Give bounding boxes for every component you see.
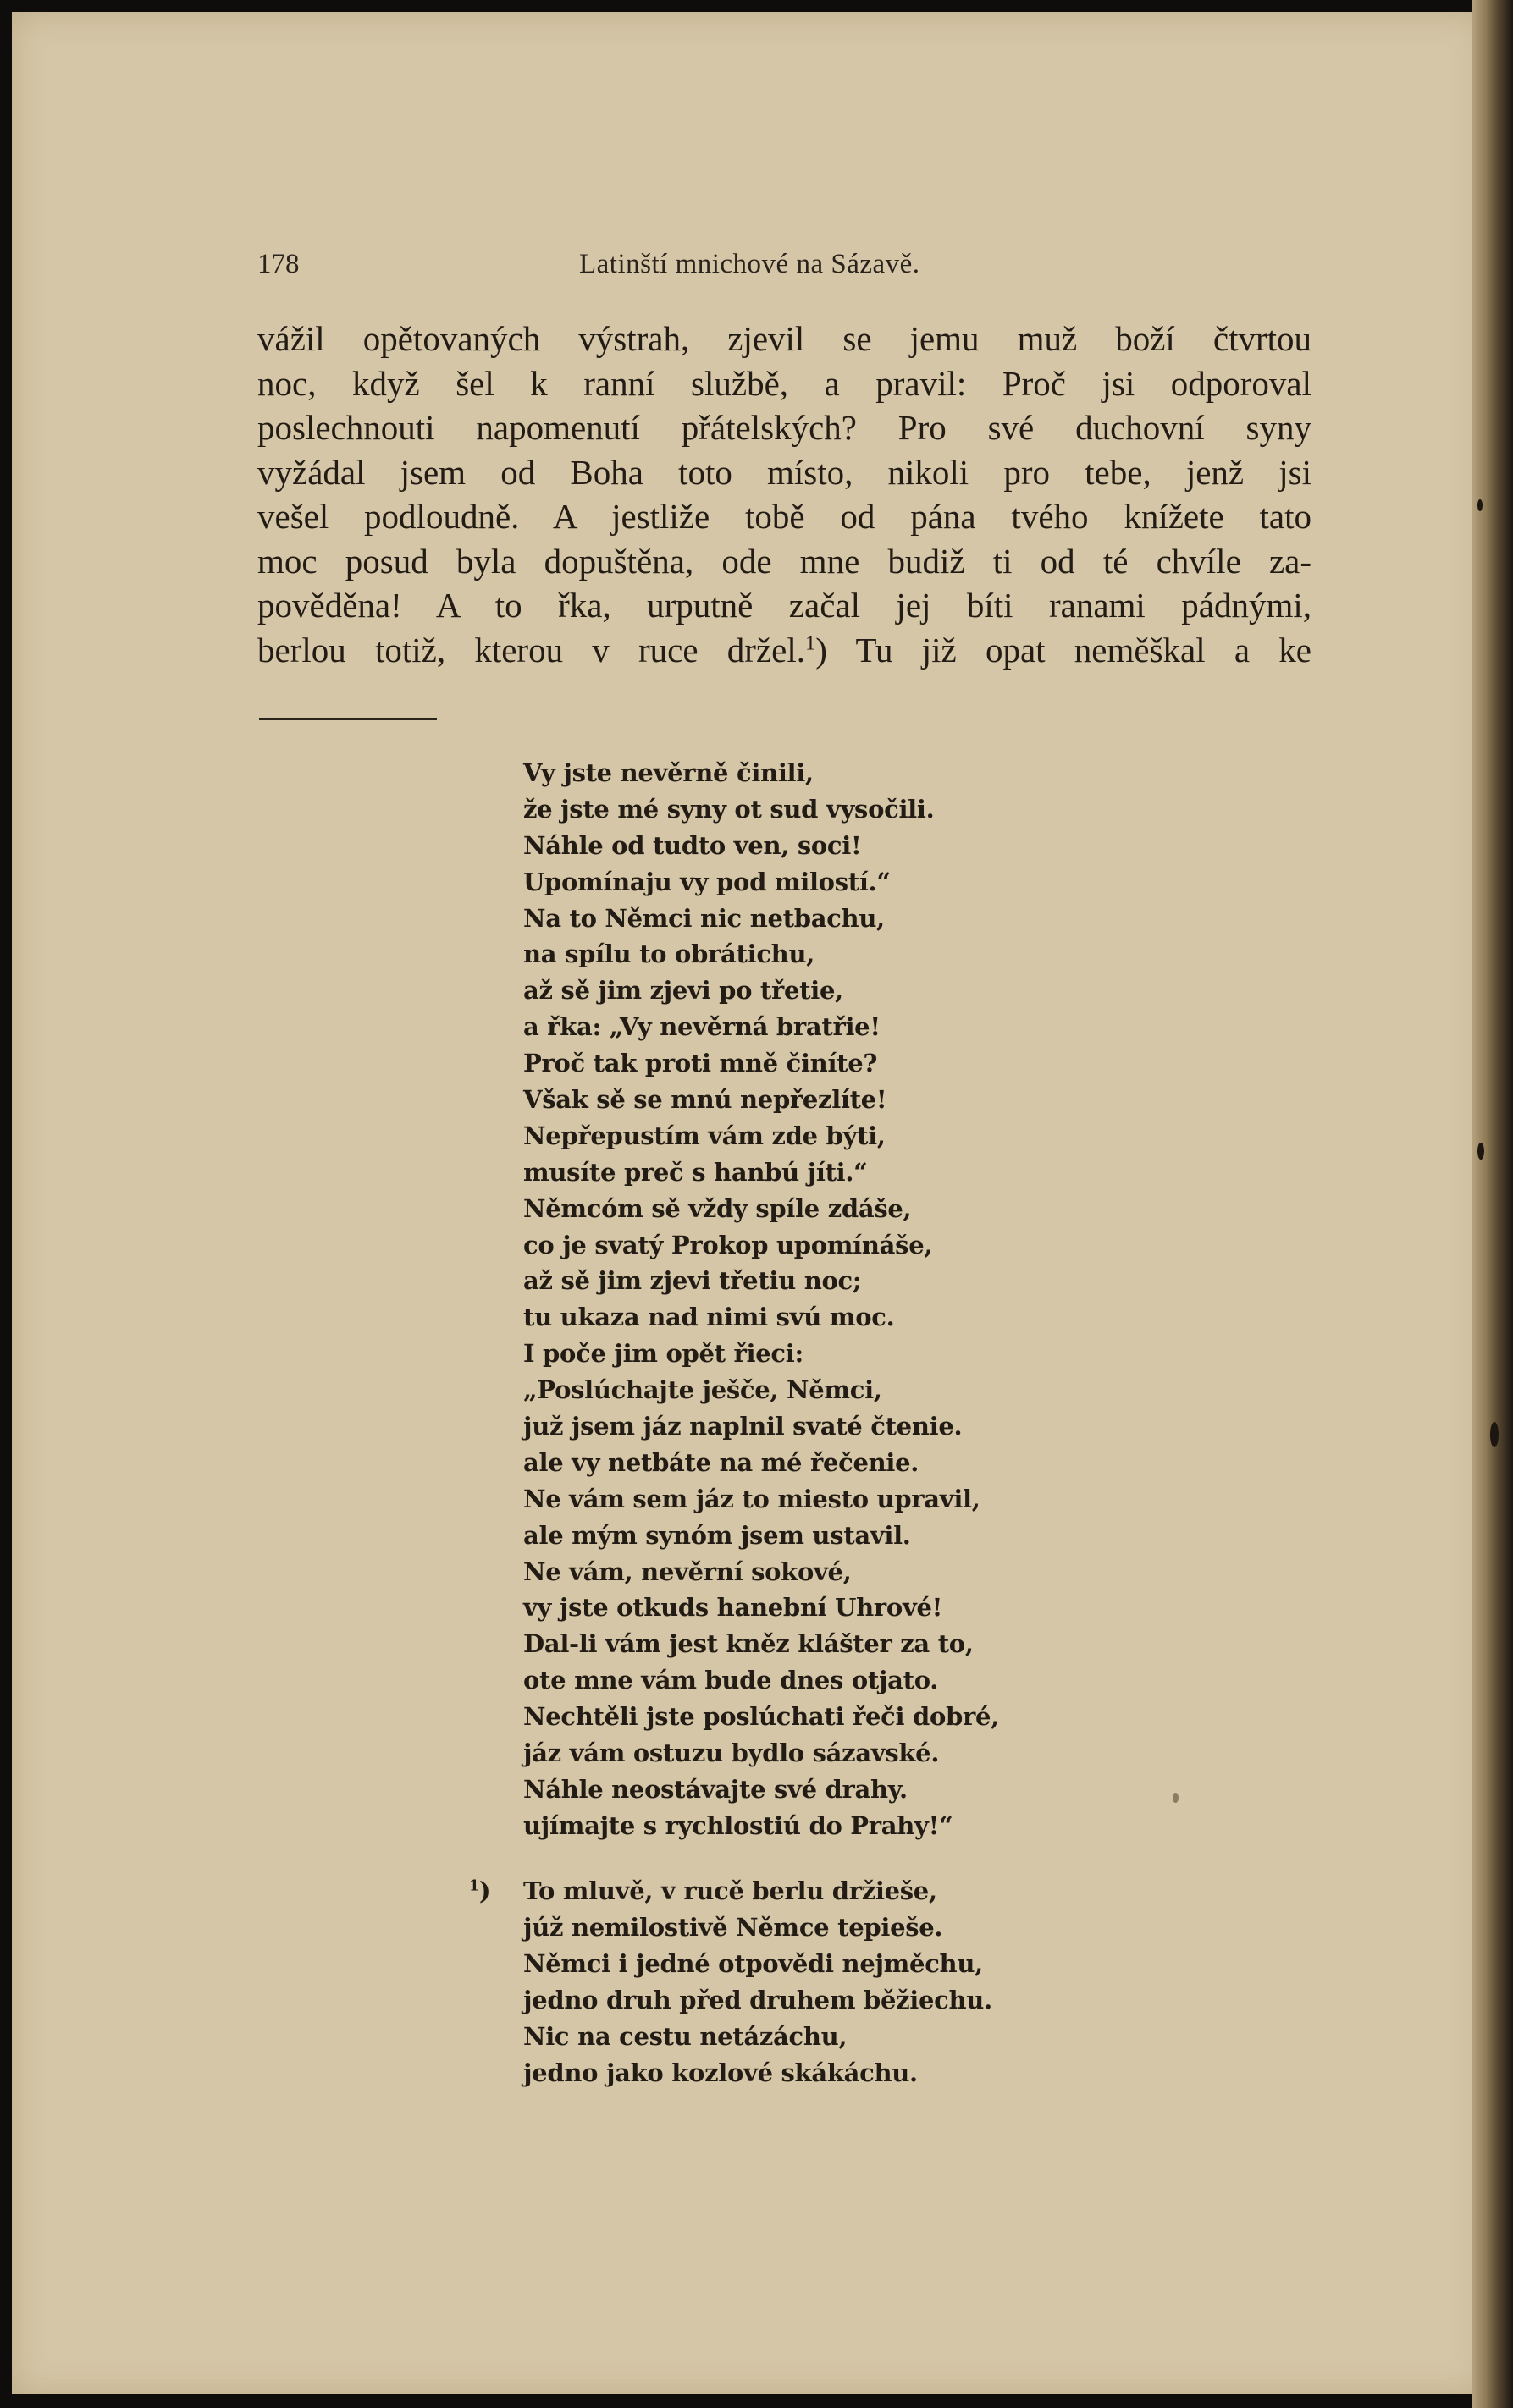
- verse-line: musíte preč s hanbú jíti.“: [523, 1157, 868, 1187]
- verse-line: Nechtěli jste poslúchati řeči dobré,: [523, 1702, 999, 1732]
- verse-line: až sě jim zjevi třetiu noc;: [523, 1266, 862, 1296]
- verse-line: Ne vám, nevěrní sokové,: [523, 1557, 852, 1586]
- body-line: vážil opětovaných výstrah, zjevil se jemu muž boží čtvrtou: [257, 319, 1311, 358]
- running-title: Latinští mnichové na Sázavě.: [579, 249, 920, 279]
- verse-line: Však sě se mnú nepřezlíte!: [523, 1085, 887, 1115]
- verse-line: až sě jim zjevi po třetie,: [523, 976, 843, 1006]
- footnote-reference: 1: [805, 631, 816, 654]
- footnote-verse-line: Nic na cestu netázáchu,: [523, 2022, 848, 2051]
- footnote-marker-number: 1: [469, 1877, 479, 1895]
- body-last-text: berlou totiž, kterou v ruce držel.: [257, 630, 805, 670]
- verse-line: Vy jste nevěrně činili,: [523, 758, 814, 787]
- page-edge-shadow: [1472, 0, 1513, 2408]
- body-paragraph: [257, 317, 1311, 672]
- quoted-verse: [523, 755, 999, 1844]
- body-line-last: [257, 628, 1311, 673]
- footnote-verse-line: jedno jako kozlové skákáchu.: [523, 2058, 918, 2087]
- speck-mark: [1477, 1143, 1484, 1160]
- verse-line: vy jste otkuds hanební Uhrové!: [523, 1593, 943, 1623]
- body-last-text-after: ) Tu již opat neměškal a ke: [815, 630, 1311, 670]
- verse-line: Na to Němci nic netbachu,: [523, 903, 885, 933]
- verse-line: co je svatý Prokop upomínáše,: [523, 1230, 933, 1259]
- footnote-verse-line: Němci i jedné otpovědi nejměchu,: [523, 1949, 983, 1978]
- verse-line: ujímajte s rychlostiú do Prahy!“: [523, 1810, 953, 1840]
- verse-line: ale vy netbáte na mé řečenie.: [523, 1447, 919, 1477]
- verse-line: „Poslúchajte ješče, Němci,: [523, 1375, 882, 1405]
- verse-line: na spílu to obrátichu,: [523, 940, 815, 969]
- speck-mark: [1173, 1793, 1179, 1803]
- body-line: vyžádal jsem od Boha toto místo, nikoli pro tebe, jenž jsi: [257, 452, 1311, 492]
- book-page: [12, 12, 1485, 2394]
- body-line: noc, když šel k ranní službě, a pravil: Proč jsi odporoval: [257, 363, 1311, 403]
- verse-line: Náhle neostávajte své drahy.: [523, 1774, 908, 1804]
- speck-mark: [1477, 499, 1483, 511]
- footnote-marker: [469, 1873, 490, 1909]
- page-number: 178: [257, 249, 300, 279]
- verse-line: a řka: „Vy nevěrná bratřie!: [523, 1012, 881, 1042]
- verse-line: tu ukaza nad nimi svú moc.: [523, 1303, 895, 1332]
- verse-line: Proč tak proti mně činíte?: [523, 1049, 878, 1078]
- footnote-verse-line: To mluvě, v rucě berlu držieše,: [523, 1876, 937, 1905]
- verse-line: juž jsem jáz naplnil svaté čtenie.: [523, 1412, 963, 1441]
- verse-line: I poče jim opět řieci:: [523, 1339, 803, 1369]
- verse-line: Nepřepustím vám zde býti,: [523, 1121, 886, 1150]
- verse-line: Upomínaju vy pod milostí.“: [523, 867, 891, 896]
- footnote-verse-line: júž nemilostivě Němce tepieše.: [523, 1913, 943, 1942]
- footnote-verse-line: jedno druh před druhem běžiechu.: [523, 1986, 992, 2014]
- body-line: pověděna! A to řka, urputně začal jej bíti ranami pádnými,: [257, 586, 1311, 625]
- body-line: poslechnouti napomenutí přátelských? Pro své duchovní syny: [257, 408, 1311, 447]
- verse-line: Němcóm sě vždy spíle zdáše,: [523, 1193, 912, 1223]
- page-header: [257, 249, 994, 283]
- verse-line: Ne vám sem jáz to miesto upravil,: [523, 1484, 980, 1513]
- verse-line: jáz vám ostuzu bydlo sázavské.: [523, 1738, 940, 1768]
- body-line: moc posud byla dopuštěna, ode mne budiž ti od té chvíle za-: [257, 541, 1311, 581]
- verse-line: ote mne vám bude dnes otjato.: [523, 1666, 939, 1695]
- body-line: vešel podloudně. A jestliže tobě od pána tvého knížete tato: [257, 497, 1311, 536]
- footnote-marker-suffix: ): [478, 1876, 491, 1905]
- verse-line: Náhle od tudto ven, soci!: [523, 830, 862, 860]
- footnote-divider: [259, 718, 437, 720]
- speck-mark: [1490, 1422, 1499, 1447]
- verse-line: ale mým synóm jsem ustavil.: [523, 1520, 911, 1550]
- verse-line: že jste mé syny ot sud vysočili.: [523, 794, 935, 824]
- verse-line: Dal-li vám jest kněz klášter za to,: [523, 1629, 974, 1659]
- footnote-verse: [523, 1873, 992, 2091]
